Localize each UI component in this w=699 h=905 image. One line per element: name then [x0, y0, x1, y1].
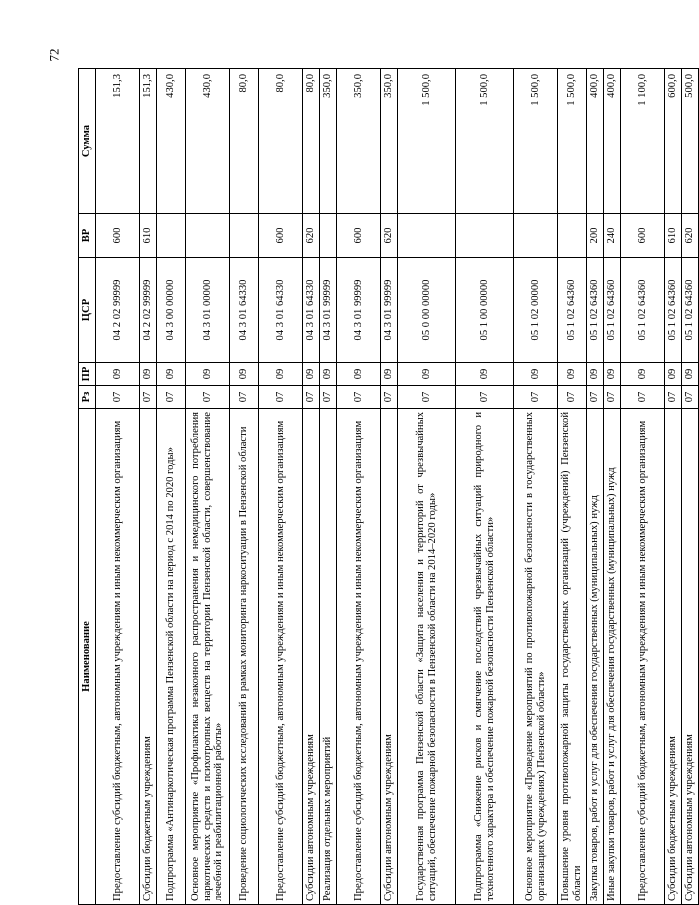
header-pr: ПР [79, 363, 96, 386]
table-row [587, 69, 604, 905]
cell-name: Предоставление субсидий бюджетным, автономным учреждениям и иным некоммерческим организациям [337, 409, 381, 905]
cell-rz: 07 [381, 386, 398, 409]
table-row [381, 69, 398, 905]
cell-csr: 04 3 01 99999 [337, 258, 381, 363]
header-rz: Рз [79, 386, 96, 409]
cell-csr: 05 1 00 00000 [456, 258, 514, 363]
cell-sum: 500,0 [682, 69, 699, 214]
cell-pr: 09 [456, 363, 514, 386]
cell-vr [157, 214, 186, 258]
cell-sum: 151,3 [140, 69, 157, 214]
cell-csr: 05 1 02 00000 [514, 258, 558, 363]
cell-rz: 07 [587, 386, 604, 409]
cell-csr: 05 1 02 64360 [682, 258, 699, 363]
cell-pr: 09 [230, 363, 259, 386]
cell-csr: 04 3 01 64330 [230, 258, 259, 363]
cell-vr: 240 [604, 214, 621, 258]
cell-name: Повышение уровня противопожарной защиты государственных организаций (учреждений) Пензенской области [558, 409, 587, 905]
cell-csr: 04 3 00 00000 [157, 258, 186, 363]
cell-sum: 400,0 [604, 69, 621, 214]
cell-sum: 1 500,0 [558, 69, 587, 214]
cell-sum: 1 500,0 [456, 69, 514, 214]
cell-name: Проведение социологических исследований в рамках мониторинга наркоситуации в Пензенской области [230, 409, 259, 905]
table-row [682, 69, 699, 905]
table-row [320, 69, 337, 905]
cell-vr: 600 [621, 214, 665, 258]
table-row [303, 69, 320, 905]
cell-vr: 600 [96, 214, 140, 258]
cell-name: Государственная программа Пензенской области «Защита населения и территорий от чрезвычайных ситуаций, обеспечение пожарной безопасности в Пензенской области на 2014–2020 годы» [398, 409, 456, 905]
cell-name: Субсидии бюджетным учреждениям [140, 409, 157, 905]
cell-vr: 600 [259, 214, 303, 258]
cell-pr: 09 [587, 363, 604, 386]
cell-vr: 620 [303, 214, 320, 258]
header-vr: ВР [79, 214, 96, 258]
cell-vr: 200 [587, 214, 604, 258]
cell-csr: 04 3 01 64330 [303, 258, 320, 363]
cell-name: Субсидии бюджетным учреждениям [665, 409, 682, 905]
header-sum: Сумма [79, 69, 96, 214]
cell-rz: 07 [398, 386, 456, 409]
cell-rz: 07 [259, 386, 303, 409]
cell-rz: 07 [558, 386, 587, 409]
page-number-text: 72 [46, 48, 61, 62]
cell-csr: 05 0 00 00000 [398, 258, 456, 363]
cell-pr: 09 [558, 363, 587, 386]
cell-vr [230, 214, 259, 258]
cell-csr: 04 3 01 99999 [320, 258, 337, 363]
table-row [456, 69, 514, 905]
cell-vr: 610 [665, 214, 682, 258]
cell-vr: 620 [381, 214, 398, 258]
cell-rz: 07 [303, 386, 320, 409]
cell-name: Предоставление субсидий бюджетным, автономным учреждениям и иным некоммерческим организациям [96, 409, 140, 905]
cell-vr [320, 214, 337, 258]
table-row [186, 69, 230, 905]
table-row [337, 69, 381, 905]
cell-sum: 600,0 [665, 69, 682, 214]
table-row [665, 69, 682, 905]
table-row [398, 69, 456, 905]
cell-name: Иные закупки товаров, работ и услуг для обеспечения государственных (муниципальных) нужд [604, 409, 621, 905]
cell-sum: 430,0 [186, 69, 230, 214]
cell-csr: 04 3 01 00000 [186, 258, 230, 363]
cell-pr: 09 [157, 363, 186, 386]
cell-pr: 09 [320, 363, 337, 386]
cell-vr: 610 [140, 214, 157, 258]
cell-sum: 1 500,0 [514, 69, 558, 214]
cell-rz: 07 [665, 386, 682, 409]
cell-csr: 04 2 02 99999 [140, 258, 157, 363]
cell-pr: 09 [337, 363, 381, 386]
cell-vr [456, 214, 514, 258]
table-body [96, 69, 699, 905]
cell-sum: 430,0 [157, 69, 186, 214]
cell-rz: 07 [230, 386, 259, 409]
cell-pr: 09 [398, 363, 456, 386]
budget-table [78, 68, 699, 905]
cell-rz: 07 [682, 386, 699, 409]
cell-rz: 07 [514, 386, 558, 409]
cell-rz: 07 [456, 386, 514, 409]
cell-rz: 07 [320, 386, 337, 409]
cell-rz: 07 [140, 386, 157, 409]
table-row [96, 69, 140, 905]
cell-rz: 07 [157, 386, 186, 409]
cell-sum: 350,0 [320, 69, 337, 214]
cell-sum: 1 100,0 [621, 69, 665, 214]
cell-vr [514, 214, 558, 258]
cell-sum: 350,0 [337, 69, 381, 214]
cell-pr: 09 [381, 363, 398, 386]
cell-name: Субсидии автономным учреждениям [381, 409, 398, 905]
cell-name: Основное мероприятие «Проведение мероприятий по противопожарной безопасности в государственных организациях (учреждениях) Пензенской области» [514, 409, 558, 905]
page-number [42, 44, 66, 66]
cell-vr: 620 [682, 214, 699, 258]
cell-name: Субсидии автономным учреждениям [303, 409, 320, 905]
cell-csr: 04 2 02 99999 [96, 258, 140, 363]
cell-pr: 09 [140, 363, 157, 386]
cell-csr: 05 1 02 64360 [621, 258, 665, 363]
cell-pr: 09 [604, 363, 621, 386]
cell-rz: 07 [186, 386, 230, 409]
cell-name: Закупка товаров, работ и услуг для обеспечения государственных (муниципальных) нужд [587, 409, 604, 905]
cell-csr: 05 1 02 64360 [587, 258, 604, 363]
table-row [230, 69, 259, 905]
cell-pr: 09 [186, 363, 230, 386]
cell-pr: 09 [665, 363, 682, 386]
cell-rz: 07 [337, 386, 381, 409]
cell-csr: 05 1 02 64360 [558, 258, 587, 363]
cell-sum: 151,3 [96, 69, 140, 214]
cell-rz: 07 [604, 386, 621, 409]
cell-name: Предоставление субсидий бюджетным, автономным учреждениям и иным некоммерческим организациям [259, 409, 303, 905]
cell-name: Субсидии автономным учреждениям [682, 409, 699, 905]
cell-vr [398, 214, 456, 258]
cell-pr: 09 [621, 363, 665, 386]
cell-sum: 80,0 [303, 69, 320, 214]
cell-sum: 400,0 [587, 69, 604, 214]
table-row [558, 69, 587, 905]
cell-rz: 07 [621, 386, 665, 409]
table-row [157, 69, 186, 905]
cell-rz: 07 [96, 386, 140, 409]
cell-pr: 09 [303, 363, 320, 386]
cell-csr: 05 1 02 64360 [665, 258, 682, 363]
cell-name: Подпрограмма «Снижение рисков и смягчение последствий чрезвычайных ситуаций природного и техногенного характера и обеспечение пожарной безопасности Пензенской области» [456, 409, 514, 905]
cell-vr [186, 214, 230, 258]
cell-vr [558, 214, 587, 258]
cell-sum: 80,0 [259, 69, 303, 214]
table-header-row [79, 69, 96, 905]
table-row [604, 69, 621, 905]
cell-name: Предоставление субсидий бюджетным, автономным учреждениям и иным некоммерческим организациям [621, 409, 665, 905]
cell-sum: 1 500,0 [398, 69, 456, 214]
cell-name: Основное мероприятие «Профилактика незаконного распространения и немедицинского потребления наркотических средств и психотропных веществ на территории Пензенской области, совершенствование лечебной и реабилитационной работы» [186, 409, 230, 905]
table-row [621, 69, 665, 905]
cell-name: Подпрограмма «Антинаркотическая программа Пензенской области на период с 2014 по 2020 годы» [157, 409, 186, 905]
table-row [259, 69, 303, 905]
cell-csr: 05 1 02 64360 [604, 258, 621, 363]
header-csr: ЦСР [79, 258, 96, 363]
cell-csr: 04 3 01 99999 [381, 258, 398, 363]
cell-csr: 04 3 01 64330 [259, 258, 303, 363]
cell-name: Реализация отдельных мероприятий [320, 409, 337, 905]
cell-vr: 600 [337, 214, 381, 258]
table-row [140, 69, 157, 905]
cell-pr: 09 [682, 363, 699, 386]
cell-pr: 09 [259, 363, 303, 386]
header-name: Наименование [79, 409, 96, 905]
cell-pr: 09 [514, 363, 558, 386]
rotated-table-wrapper [78, 69, 696, 905]
cell-sum: 350,0 [381, 69, 398, 214]
cell-pr: 09 [96, 363, 140, 386]
table-row [514, 69, 558, 905]
cell-sum: 80,0 [230, 69, 259, 214]
